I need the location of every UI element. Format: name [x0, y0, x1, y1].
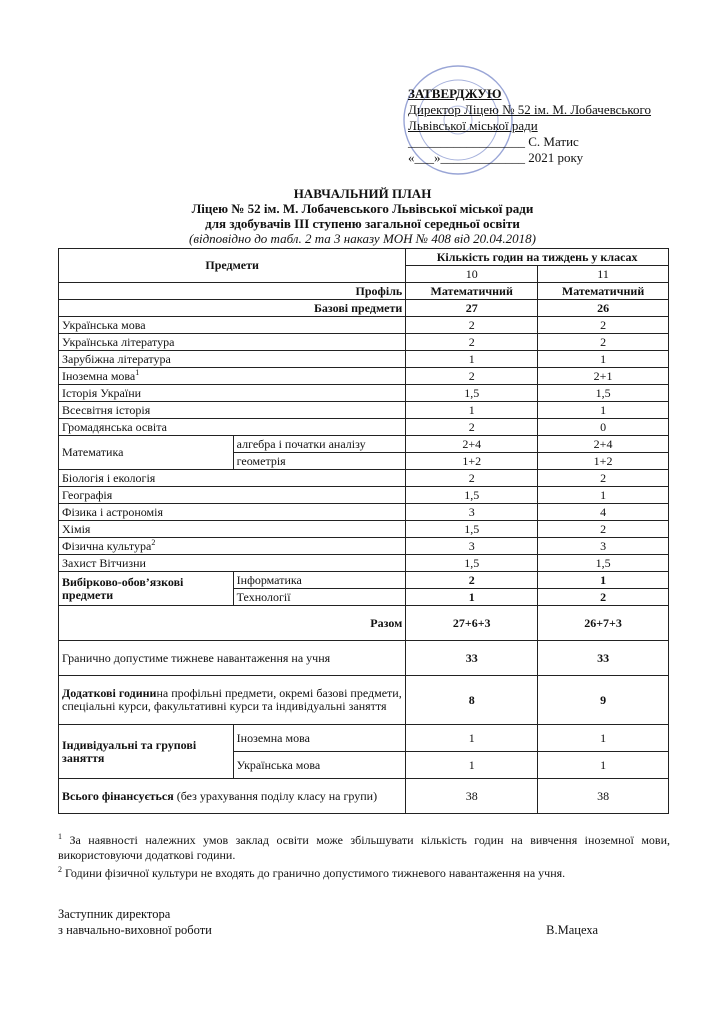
subject-name: Фізика і астрономія: [59, 504, 406, 521]
table-row: [59, 334, 669, 351]
hours-11: 2: [538, 334, 669, 351]
limit-row: [59, 641, 669, 676]
subject-name: Захист Вітчизни: [59, 555, 406, 572]
table-row: [59, 402, 669, 419]
document-subtitle-school: Ліцею № 52 ім. М. Лобачевського Львівської міської ради: [191, 201, 534, 216]
hours-10: 1: [406, 402, 538, 419]
table-row: [59, 470, 669, 487]
approval-heading: ЗАТВЕРДЖУЮ: [408, 86, 502, 101]
limit-11: 33: [538, 641, 669, 676]
footnotes: [58, 833, 670, 884]
approval-date-line: «___»_____________ 2021 року: [408, 150, 584, 165]
document-title: НАВЧАЛЬНИЙ ПЛАН: [293, 186, 432, 201]
table-row: [59, 436, 669, 453]
hours-10: 2: [406, 470, 538, 487]
profile-row: [59, 283, 669, 300]
funded-text: (без урахування поділу класу на групи): [173, 788, 378, 803]
total-label: Разом: [59, 606, 406, 641]
subjects-header: Предмети: [59, 249, 406, 283]
table-row: [59, 572, 669, 589]
footnote-2-mark: 2: [58, 865, 62, 874]
hours-11: 1,5: [538, 555, 669, 572]
table-row: [59, 351, 669, 368]
limit-label: Гранично допустиме тижневе навантаження на учня: [59, 641, 406, 676]
hours-11: 1: [538, 725, 669, 752]
footnote-2: [58, 866, 670, 881]
table-row: [59, 419, 669, 436]
hours-11: 1,5: [538, 385, 669, 402]
hours-10: 1: [406, 589, 538, 606]
profile-label: Профіль: [59, 283, 406, 300]
subject-name: Біологія і екологія: [59, 470, 406, 487]
hours-10: 1+2: [406, 453, 538, 470]
hours-10: 1,5: [406, 487, 538, 504]
hours-10: 2: [406, 317, 538, 334]
hours-header: Кількість годин на тиждень у класах: [406, 249, 669, 266]
subject-name-cell: [59, 538, 406, 555]
hours-10: 2: [406, 334, 538, 351]
subject-name: Хімія: [59, 521, 406, 538]
hours-10: 1: [406, 752, 538, 779]
elective-subjects-name: Вибірково-обов’язкові предмети: [59, 572, 234, 606]
footnote-marker: 1: [135, 367, 140, 377]
grade-10-header: 10: [406, 266, 538, 283]
footnote-marker: 2: [151, 537, 156, 547]
signature-position-line2: з навчально-виховної роботи: [58, 923, 212, 937]
extra-11: 9: [538, 676, 669, 725]
approval-council: Львівської міської ради: [408, 118, 538, 133]
approval-signature-line: __________________ С. Матис: [408, 134, 579, 149]
basic-subjects-label: Базові предмети: [59, 300, 406, 317]
table-header-row: [59, 249, 669, 266]
profile-11: Математичний: [538, 283, 669, 300]
subject-name: Іноземна мова: [62, 368, 136, 383]
extra-10: 8: [406, 676, 538, 725]
math-sub-algebra: алгебра і початки аналізу: [233, 436, 406, 453]
table-row: [59, 725, 669, 752]
total-row: [59, 606, 669, 641]
subject-name: Зарубіжна література: [59, 351, 406, 368]
document-subtitle-level: для здобувачів ІІІ ступеню загальної середньої освіти: [205, 216, 520, 231]
extra-hours-bold: Додаткові години: [62, 686, 157, 700]
hours-11: 2+4: [538, 436, 669, 453]
footnote-2-text: Години фізичної культури не входять до гранично допустимого тижневого навантаження на учня.: [65, 866, 566, 880]
subject-name: Географія: [59, 487, 406, 504]
hours-10: 1,5: [406, 521, 538, 538]
approval-director: Директор Ліцею № 52 ім. М. Лобачевського: [408, 102, 652, 117]
document-note: (відповідно до табл. 2 та 3 наказу МОН № 408 від 20.04.2018): [189, 231, 536, 246]
hours-10: 3: [406, 538, 538, 555]
hours-11: 4: [538, 504, 669, 521]
table-row: [59, 368, 669, 385]
basic-subjects-10: 27: [406, 300, 538, 317]
funded-10: 38: [406, 779, 538, 814]
hours-11: 2: [538, 521, 669, 538]
table-row: [59, 385, 669, 402]
approval-block: [408, 86, 708, 166]
subject-name: Українська мова: [59, 317, 406, 334]
subject-name: Всесвітня історія: [59, 402, 406, 419]
subject-name: Фізична культура: [62, 538, 152, 553]
subject-name: Історія України: [59, 385, 406, 402]
footnote-1-text: За наявності належних умов заклад освіти може збільшувати кількість годин на вивчення іноземної мови, використовуючи додаткові години.: [58, 833, 671, 862]
limit-10: 33: [406, 641, 538, 676]
funded-row: [59, 779, 669, 814]
table-row: [59, 504, 669, 521]
hours-11: 2: [538, 470, 669, 487]
table-row: [59, 555, 669, 572]
extra-hours-label: [59, 676, 406, 725]
table-row: [59, 487, 669, 504]
extra-hours-row: [59, 676, 669, 725]
hours-10: 3: [406, 504, 538, 521]
hours-10: 2: [406, 419, 538, 436]
hours-11: 0: [538, 419, 669, 436]
signature-block: [58, 906, 598, 938]
subject-name: Громадянська освіта: [59, 419, 406, 436]
individual-ukrainian-language: Українська мова: [233, 752, 406, 779]
signature-position-line1: Заступник директора: [58, 907, 171, 921]
hours-11: 2: [538, 317, 669, 334]
curriculum-table: [58, 248, 669, 814]
basic-subjects-row: [59, 300, 669, 317]
hours-11: 1: [538, 487, 669, 504]
hours-11: 1+2: [538, 453, 669, 470]
subject-name: Українська література: [59, 334, 406, 351]
grade-11-header: 11: [538, 266, 669, 283]
hours-11: 1: [538, 572, 669, 589]
math-subject-name: Математика: [59, 436, 234, 470]
hours-11: 1: [538, 402, 669, 419]
extra-hours-text: на профільні предмети, окремі базові предмети, спеціальні курси, факультативні курси та індивідуальні заняття: [62, 686, 402, 713]
table-row: [59, 538, 669, 555]
hours-10: 1: [406, 351, 538, 368]
footnote-1: [58, 833, 670, 863]
elective-technology: Технології: [233, 589, 406, 606]
hours-10: 2+4: [406, 436, 538, 453]
profile-10: Математичний: [406, 283, 538, 300]
hours-10: 1,5: [406, 385, 538, 402]
funded-bold: Всього фінансується: [62, 788, 174, 803]
hours-10: 1,5: [406, 555, 538, 572]
elective-informatics: Інформатика: [233, 572, 406, 589]
hours-10: 1: [406, 725, 538, 752]
hours-11: 1: [538, 752, 669, 779]
subject-name-cell: [59, 368, 406, 385]
individual-classes-name: Індивідуальні та групові заняття: [59, 725, 234, 779]
hours-10: 2: [406, 368, 538, 385]
hours-10: 2: [406, 572, 538, 589]
funded-label: [59, 779, 406, 814]
basic-subjects-11: 26: [538, 300, 669, 317]
individual-foreign-language: Іноземна мова: [233, 725, 406, 752]
table-row: [59, 521, 669, 538]
hours-11: 2: [538, 589, 669, 606]
hours-11: 2+1: [538, 368, 669, 385]
hours-11: 1: [538, 351, 669, 368]
hours-11: 3: [538, 538, 669, 555]
total-10: 27+6+3: [406, 606, 538, 641]
signature-name: В.Мацеха: [546, 923, 598, 937]
footnote-1-mark: 1: [58, 832, 62, 841]
math-sub-geometry: геометрія: [233, 453, 406, 470]
total-11: 26+7+3: [538, 606, 669, 641]
table-row: [59, 317, 669, 334]
funded-11: 38: [538, 779, 669, 814]
